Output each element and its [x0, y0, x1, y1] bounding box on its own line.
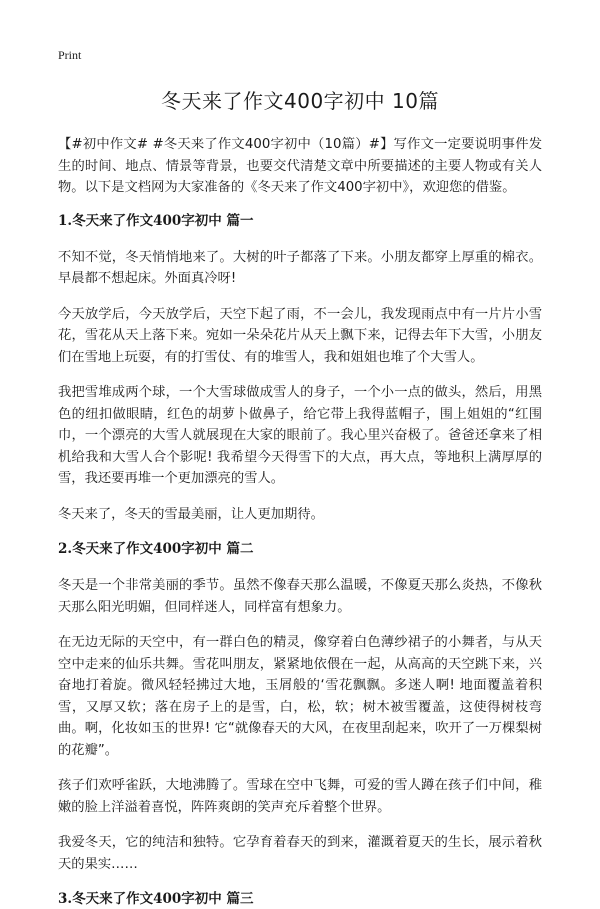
- section-heading-2: 2.冬天来了作文400字初中 篇二: [58, 541, 254, 557]
- page-title: 冬天来了作文400字初中 10篇: [161, 89, 439, 113]
- section-2-paragraph-3: 孩子们欢呼雀跃，大地沸腾了。雪球在空中飞舞，可爱的雪人蹲在孩子们中间，稚嫩的脸上洋溢着喜悦，阵阵爽朗的笑声充斥着整个世界。: [58, 778, 542, 815]
- intro-paragraph: 【#初中作文# #冬天来了作文400字初中（10篇）#】写作文一定要说明事件发生的时间、地点、情景等背景，也要交代清楚文章中所要描述的主要人物或有关人物。以下是文档网为大家准备的《冬天来了作文400字初中》，欢迎您的借鉴。: [58, 137, 542, 195]
- section-1-paragraph-3: 我把雪堆成两个球，一个大雪球做成雪人的身子，一个小一点的做头，然后，用黑色的纽扣做眼睛，红色的胡萝卜做鼻子，给它带上我得蓝帽子，围上姐姐的“红围巾，一个漂亮的大雪人就展现在大家的眼前了。我心里兴奋极了。爸爸还拿来了相机给我和大雪人合个影呢! 我希望今天得雪下的大点，再大点，等地积上满厚厚的雪，我还要再堆一个更加漂亮的雪人。: [58, 385, 542, 486]
- section-heading-1: 1.冬天来了作文400字初中 篇一: [58, 212, 254, 229]
- section-1-paragraph-4: 冬天来了，冬天的雪最美丽，让人更加期待。: [58, 506, 324, 522]
- section-1-paragraph-1: 不知不觉，冬天悄悄地来了。大树的叶子都落了下来。小朋友都穿上厚重的棉衣。早晨都不想起床。外面真冷呀!: [58, 249, 542, 286]
- section-heading-3: 3.冬天来了作文400字初中 篇三: [58, 891, 254, 907]
- section-1-paragraph-2: 今天放学后，今天放学后，天空下起了雨，不一会儿，我发现雨点中有一片片小雪花，雪花从天上落下来。宛如一朵朵花片从天上飘下来，记得去年下大雪，小朋友们在雪地上玩耍，有的打雪仗、有的堆雪人，我和姐姐也堆了个大雪人。: [58, 306, 542, 365]
- print-link[interactable]: Print: [58, 48, 82, 62]
- section-2-paragraph-1: 冬天是一个非常美丽的季节。虽然不像春天那么温暖，不像夏天那么炎热，不像秋天那么阳光明媚，但同样迷人，同样富有想象力。: [58, 578, 542, 615]
- section-2-paragraph-2: 在无边无际的天空中，有一群白色的精灵，像穿着白色薄纱裙子的小舞者，与从天空中走来的仙乐共舞。雪花叫朋友，紧紧地依偎在一起，从高高的天空跳下来，兴奋地打着旋。微风轻轻拂过大地，玉屑般的‘雪花飘飘。多迷人啊! 地面覆盖着积雪，又厚又软；落在房子上的是雪，白，松，软；树木被雪覆盖，这使得树枝弯曲。啊，化妆如玉的世界! 它“就像春天的大风，在夜里刮起来，吹开了一万棵梨树的花瓣”。: [58, 635, 542, 758]
- section-2-paragraph-4: 我爱冬天，它的纯洁和独特。它孕育着春天的到来，灌溉着夏天的生长，展示着秋天的果实……: [58, 835, 542, 872]
